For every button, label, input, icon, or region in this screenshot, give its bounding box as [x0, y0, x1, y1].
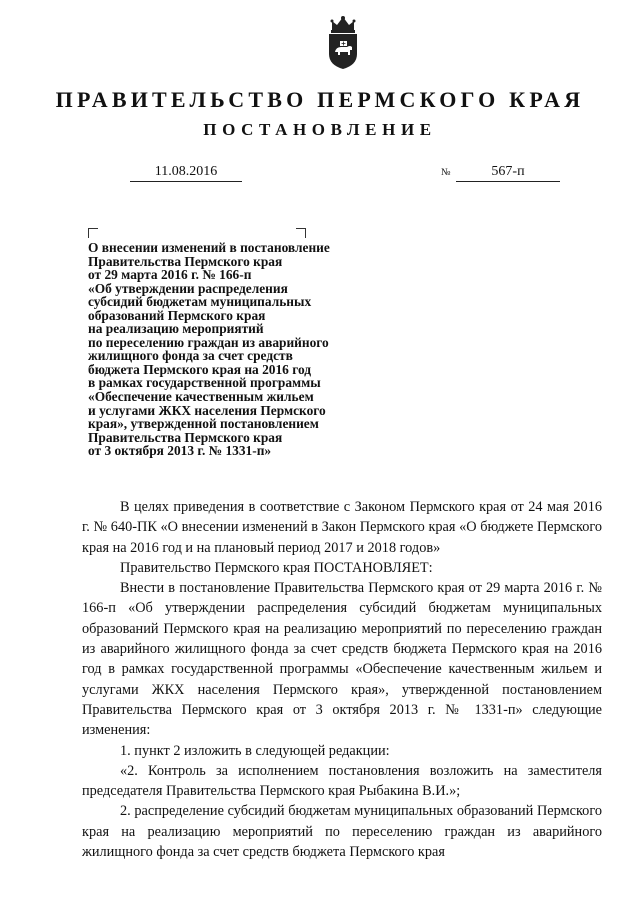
- body-paragraph-amendment: Внести в постановление Правительства Пермского края от 29 марта 2016 г. № 166-п «Об утверждении распределения субсидий бюджетам муниципальных образований Пермского края на реализацию мероприятий по переселению граждан из аварийного жилищного фонда за счет средств бюджета Пермского края на 2016 год в рамках государственной программы «Обеспечение качественным жильем и услугами ЖКХ населения Пермского края», утвержденной постановлением Правительства Пермского края от 3 октября 2013 г. № 1331-п» следующие изменения:: [82, 580, 602, 739]
- subject-line: Правительства Пермского края: [88, 253, 283, 269]
- coat-of-arms-icon: [326, 14, 360, 70]
- document-body: [82, 497, 602, 862]
- body-paragraph-item-1: 1. пункт 2 изложить в следующей редакции:: [120, 742, 390, 759]
- subject-line: от 29 марта 2016 г. № 166-п: [88, 267, 252, 283]
- organization-name: ПРАВИТЕЛЬСТВО ПЕРМСКОГО КРАЯ: [55, 87, 585, 112]
- subject-corner-left: [88, 228, 98, 238]
- subject-line: «Об утверждении распределения: [88, 280, 288, 296]
- body-paragraph-item-2: 2. распределение субсидий бюджетам муниципальных образований Пермского края на реализацию мероприятий по переселению граждан из аварийного жилищного фонда за счет средств бюджета Пермского края: [82, 803, 602, 861]
- document-subject: [88, 241, 388, 458]
- subject-line: О внесении изменений в постановление: [88, 240, 330, 255]
- subject-line: жилищного фонда за счет средств: [88, 348, 293, 364]
- subject-line: образований Пермского края: [88, 307, 266, 323]
- subject-line: края», утвержденной постановлением: [88, 416, 319, 432]
- subject-line: Правительства Пермского края: [88, 429, 283, 445]
- subject-line: субсидий бюджетам муниципальных: [88, 294, 312, 310]
- body-paragraph-resolves: Правительство Пермского края ПОСТАНОВЛЯЕТ:: [120, 559, 433, 576]
- document-date: 11.08.2016: [130, 163, 242, 182]
- subject-corner-right: [296, 228, 306, 238]
- subject-line: в рамках государственной программы: [88, 375, 321, 391]
- document-number: 567-п: [456, 163, 560, 182]
- document-type: ПОСТАНОВЛЕНИЕ: [203, 120, 437, 139]
- body-paragraph-item-1-text: «2. Контроль за исполнением постановления возложить на заместителя председателя Правительства Пермского края Рыбакина В.И.»;: [82, 762, 602, 800]
- subject-line: на реализацию мероприятий: [88, 321, 264, 337]
- subject-line: от 3 октября 2013 г. № 1331-п»: [88, 443, 272, 459]
- subject-line: и услугами ЖКХ населения Пермского: [88, 402, 326, 418]
- subject-line: по переселению граждан из аварийного: [88, 334, 329, 350]
- subject-line: «Обеспечение качественным жильем: [88, 389, 314, 405]
- number-sign: №: [441, 167, 451, 178]
- subject-line: бюджета Пермского края на 2016 год: [88, 361, 312, 377]
- body-paragraph-preamble: В целях приведения в соответствие с Законом Пермского края от 24 мая 2016 г. № 640-ПК «О внесении изменений в Закон Пермского края «О бюджете Пермского края на 2016 год и на плановый период 2017 и 2018 годов»: [82, 499, 602, 556]
